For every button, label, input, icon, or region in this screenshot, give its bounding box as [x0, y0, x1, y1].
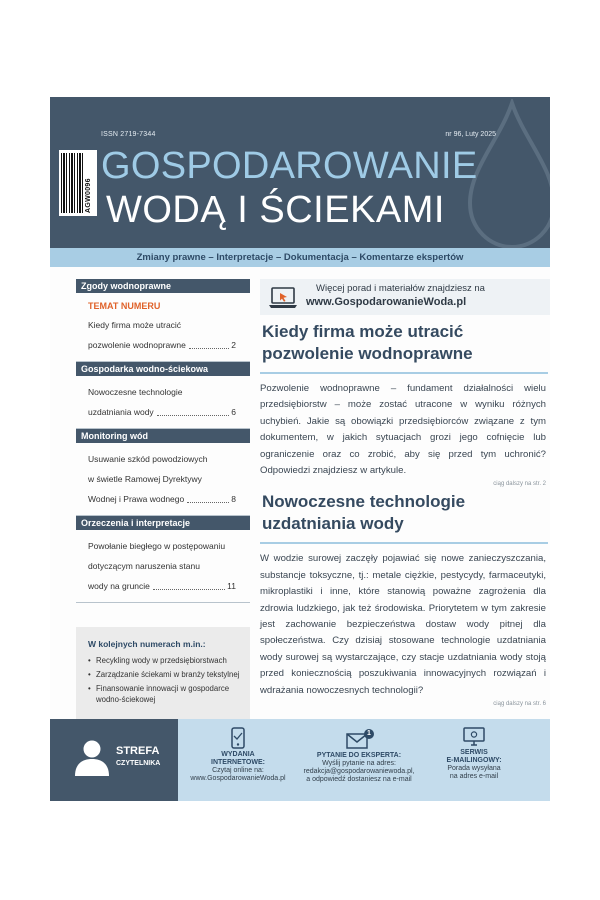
- magazine-title-line1: GOSPODAROWANIE: [101, 145, 478, 187]
- toc-section: [76, 530, 250, 603]
- article-lead: W wodzie surowej zaczęły pojawiać się nowe zanieczyszczania, substancje toksyczne, tj.: metale ciężkie, pestycydy, farmaceutyki, mikroplastiki i inne, które stanowią poważne zagrożenia dla zdrowia ludzkiego, jak też środowiska. Priorytetem w tym zakresie jest zachowanie bezpieczeństwa dostaw wody pitnej dla społeczeństwa. Czy dzisiaj stosowane technologie uzdatniania wody surowej są wystarczające, czy stacje uzdatniania wody stoją przed koniecznością poszukiwania innowacyjnych rozwiązań i wdrażania nowoczesnych technologii?: [260, 553, 546, 696]
- toc-entry[interactable]: [76, 530, 250, 602]
- issue-number: nr 96, Luty 2025: [445, 131, 496, 138]
- dot-leader: [189, 335, 229, 349]
- column-link[interactable]: www.GospodarowanieWoda.pl: [190, 775, 286, 782]
- list-item: • Zarządzanie ściekami w branży tekstylnej: [88, 669, 242, 680]
- article-title[interactable]: [262, 491, 550, 535]
- next-issues-title: W kolejnych numerach m.in.:: [88, 639, 206, 649]
- reader-zone-badge: [50, 719, 178, 801]
- toc-entry[interactable]: [76, 311, 250, 361]
- reader-zone-footer: [50, 719, 550, 801]
- laptop-icon: [268, 287, 298, 309]
- toc-section: [76, 293, 250, 362]
- divider: [260, 542, 548, 544]
- main-column: [260, 279, 550, 707]
- list-item: • Finansowanie innowacji w gospodarce wodno-ściekowej: [88, 683, 242, 705]
- mailing-service-column[interactable]: [424, 727, 524, 781]
- ask-expert-column[interactable]: [298, 731, 420, 784]
- column-heading: SERWIS: [460, 749, 488, 756]
- dot-leader: [153, 576, 225, 590]
- toc-page-number: 8: [231, 494, 236, 504]
- online-editions-column[interactable]: [178, 727, 298, 783]
- barcode: [59, 150, 97, 216]
- toc-entry-row: [88, 489, 250, 509]
- toc-entry-line: Usuwanie szkód powodziowych: [88, 454, 208, 464]
- toc-section-heading: Gospodarka wodno-ściekowa: [76, 362, 250, 376]
- column-text: Wyślij pytanie na adres:: [322, 760, 396, 767]
- article-lead: Pozwolenie wodnoprawne – fundament działalności wielu przedsiębiorstw – może zostać utracone w wyniku różnych uchybień. Jakie są obowiązki przedsiębiorców związane z tym dokumentem, w jakich sytuacjach grozi jego cofnięcie lub ograniczenie oraz co zrobić, aby się przed tym uchronić? Odpowiedzi znajdziesz w artykule.: [260, 383, 546, 477]
- toc-entry-row: [88, 335, 250, 355]
- toc-entry[interactable]: [76, 376, 250, 428]
- envelope-icon-wrap: [346, 731, 372, 749]
- toc-entry-line: w świetle Ramowej Dyrektywy: [88, 474, 202, 484]
- article-title[interactable]: [262, 321, 550, 365]
- article-title-line: pozwolenie wodnoprawne: [262, 344, 473, 363]
- reader-zone-title: STREFA: [116, 745, 160, 757]
- toc-section: [76, 376, 250, 429]
- subtitle-bar: Zmiany prawne – Interpretacje – Dokumentacja – Komentarze ekspertów: [50, 248, 550, 267]
- continued-link[interactable]: ciąg dalszy na str. 6: [493, 701, 546, 708]
- issn-number: ISSN 2719-7344: [101, 131, 156, 138]
- next-issues-list: [88, 655, 242, 705]
- toc-page-number: 2: [231, 340, 236, 350]
- expert-email-link[interactable]: redakcja@gospodarowaniewoda.pl,: [303, 768, 415, 775]
- promo-text: Więcej porad i materiałów znajdziesz na: [316, 283, 485, 294]
- toc-entry-line: wody na gruncie: [88, 581, 150, 591]
- barcode-code: AGW0096: [85, 178, 92, 213]
- toc-page-number: 6: [231, 407, 236, 417]
- toc-section-heading: Zgody wodnoprawne: [76, 279, 250, 293]
- article-title-line: Nowoczesne technologie: [262, 492, 466, 512]
- column-text: Czytaj online na:: [212, 767, 264, 774]
- column-text: na adres e-mail: [449, 773, 499, 780]
- toc-entry-line: Wodnej i Prawa wodnego: [88, 494, 185, 504]
- column-heading: INTERNETOWE:: [211, 759, 265, 766]
- column-heading: E-MAILINGOWY:: [446, 757, 502, 764]
- toc-entry-row: [88, 402, 250, 422]
- column-text: a odpowiedź dostaniesz na e-mail: [306, 776, 412, 783]
- person-icon: [74, 739, 110, 777]
- featured-topic-label: TEMAT NUMERU: [88, 301, 161, 311]
- column-text: Porada wysyłana: [447, 765, 501, 772]
- cover-page: [50, 97, 550, 801]
- toc-entry-line: pozwolenie wodnoprawne: [88, 340, 186, 350]
- barcode-bars: [61, 153, 83, 213]
- toc-entry[interactable]: [76, 443, 250, 515]
- toc-section-heading: Orzeczenia i interpretacje: [76, 516, 250, 530]
- column-heading: WYDANIA: [221, 751, 255, 758]
- toc-section: [76, 443, 250, 516]
- promo-url-link[interactable]: www.GospodarowanieWoda.pl: [306, 296, 467, 308]
- article-title-line: uzdatniania wody: [262, 514, 404, 534]
- toc-page-number: 11: [227, 581, 236, 591]
- column-heading: PYTANIE DO EKSPERTA:: [316, 752, 402, 759]
- toc-entry-row: [88, 576, 250, 596]
- magazine-title-line2: WODĄ I ŚCIEKAMI: [106, 189, 445, 231]
- dot-leader: [187, 489, 229, 503]
- dot-leader: [157, 402, 230, 416]
- toc-entry-line: dotyczącym naruszenia stanu: [88, 561, 200, 571]
- next-issues-box: [76, 627, 250, 719]
- table-of-contents: [76, 279, 250, 603]
- website-promo[interactable]: [260, 279, 550, 315]
- phone-icon: [230, 727, 246, 749]
- article-title-line: Kiedy firma może utracić: [262, 322, 464, 341]
- toc-entry-line: Kiedy firma może utracić: [88, 320, 182, 330]
- notification-badge: 1: [364, 729, 374, 739]
- toc-section-heading: Monitoring wód: [76, 429, 250, 443]
- toc-entry-line: Nowoczesne technologie: [88, 387, 183, 397]
- toc-entry-line: uzdatniania wody: [88, 407, 154, 417]
- toc-entry-line: Powołanie biegłego w postępowaniu: [88, 541, 226, 551]
- reader-zone-subtitle: CZYTELNIKA: [116, 760, 161, 767]
- monitor-email-icon: [463, 727, 485, 747]
- list-item: • Recykling wody w przedsiębiorstwach: [88, 655, 242, 666]
- divider: [260, 372, 548, 374]
- masthead: [50, 97, 550, 248]
- continued-link[interactable]: ciąg dalszy na str. 2: [493, 481, 546, 488]
